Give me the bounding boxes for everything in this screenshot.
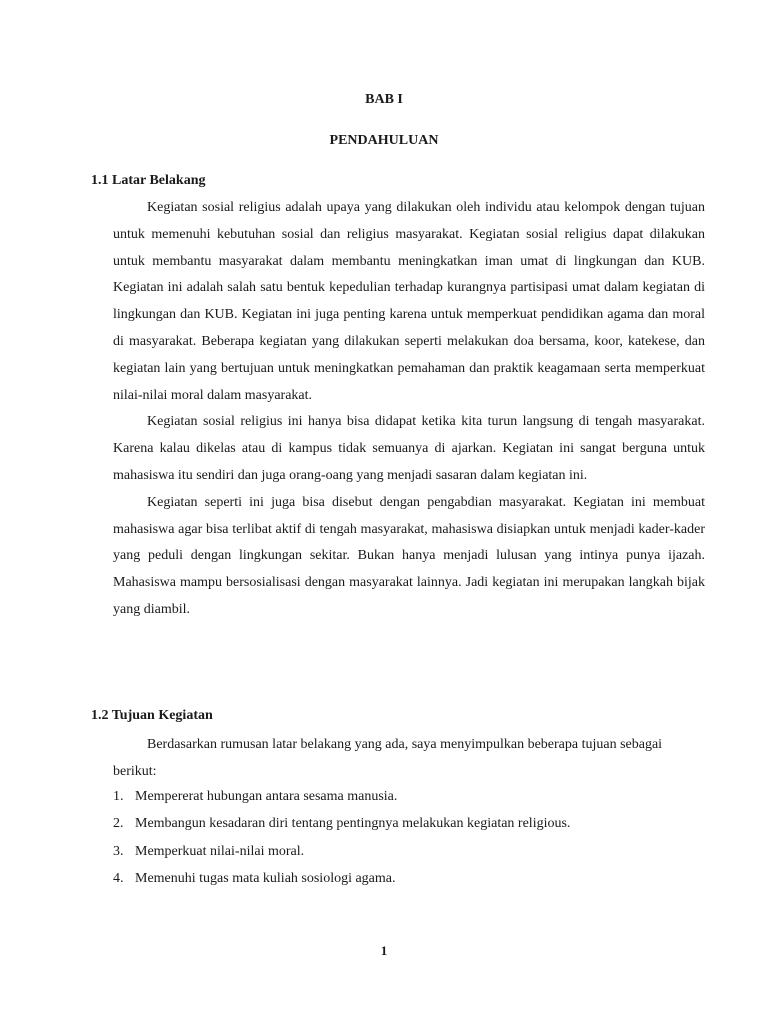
list-item — [113, 865, 705, 892]
section-body-latar-belakang — [113, 195, 705, 624]
list-item — [113, 838, 705, 865]
page-number: 1 — [380, 943, 388, 958]
paragraph: Kegiatan seperti ini juga bisa disebut dengan pengabdian masyarakat. Kegiatan ini membuat mahasiswa agar bisa terlibat aktif di tengah masyarakat, mahasiswa disiapkan untuk menjadi kader-kader yang peduli dengan lingkungan sekitar. Bukan hanya menjadi lulusan yang intinya punya ijazah. Mahasiswa mampu bersosialisasi dengan masyarakat lainnya. Jadi kegiatan ini merupakan langkah bijak yang diambil. — [113, 494, 705, 617]
list-item-text: Membangun kesadaran diri tentang pentingnya melakukan kegiatan religious. — [135, 816, 571, 832]
chapter-label: BAB I — [365, 92, 403, 107]
goal-list — [113, 783, 705, 892]
list-item-number: 2. — [113, 816, 124, 832]
list-item-number: 1. — [113, 789, 124, 804]
list-item-text: Memperkuat nilai-nilai moral. — [135, 843, 305, 859]
section-heading-latar-belakang: 1.1 Latar Belakang — [91, 173, 206, 188]
list-item — [113, 810, 705, 837]
section-heading-tujuan-kegiatan: 1.2 Tujuan Kegiatan — [91, 708, 213, 723]
paragraph: Kegiatan sosial religius ini hanya bisa didapat ketika kita turun langsung di tengah masyarakat. Karena kalau dikelas atau di kampus tidak semuanya di ajarkan. Kegiatan ini sangat berguna untuk mahasiswa itu sendiri dan juga orang-oang yang menjadi sasaran dalam kegiatan ini. — [113, 414, 705, 483]
list-item — [113, 783, 705, 810]
paragraph: Kegiatan sosial religius adalah upaya yang dilakukan oleh individu atau kelompok dengan tujuan untuk memenuhi kebutuhan sosial dan religius masyarakat. Kegiatan sosial religius dapat dilakukan untuk membantu masyarakat dalam membantu meningkatkan iman umat di lingkungan dan KUB. Kegiatan ini adalah salah satu bentuk kepedulian terhadap kurangnya partisipasi umat dalam kegiatan di lingkungan dan KUB. Kegiatan ini juga penting karena untuk memperkuat pendidikan agama dan moral di masyarakat. Beberapa kegiatan yang dilakukan seperti melakukan doa bersama, koor, katekese, dan kegiatan lain yang bertujuan untuk meningkatkan pemahaman dan praktik keagamaan serta memperkuat nilai-nilai moral dalam masyarakat. — [113, 200, 705, 403]
list-item-text: Mempererat hubungan antara sesama manusia. — [135, 789, 398, 804]
list-item-text: Memenuhi tugas mata kuliah sosiologi agama. — [135, 870, 396, 886]
list-item-number: 3. — [113, 843, 124, 859]
list-item-number: 4. — [113, 870, 124, 886]
chapter-title: PENDAHULUAN — [329, 133, 439, 148]
section-intro-tujuan: Berdasarkan rumusan latar belakang yang ada, saya menyimpulkan beberapa tujuan sebagai berikut: — [113, 737, 663, 779]
